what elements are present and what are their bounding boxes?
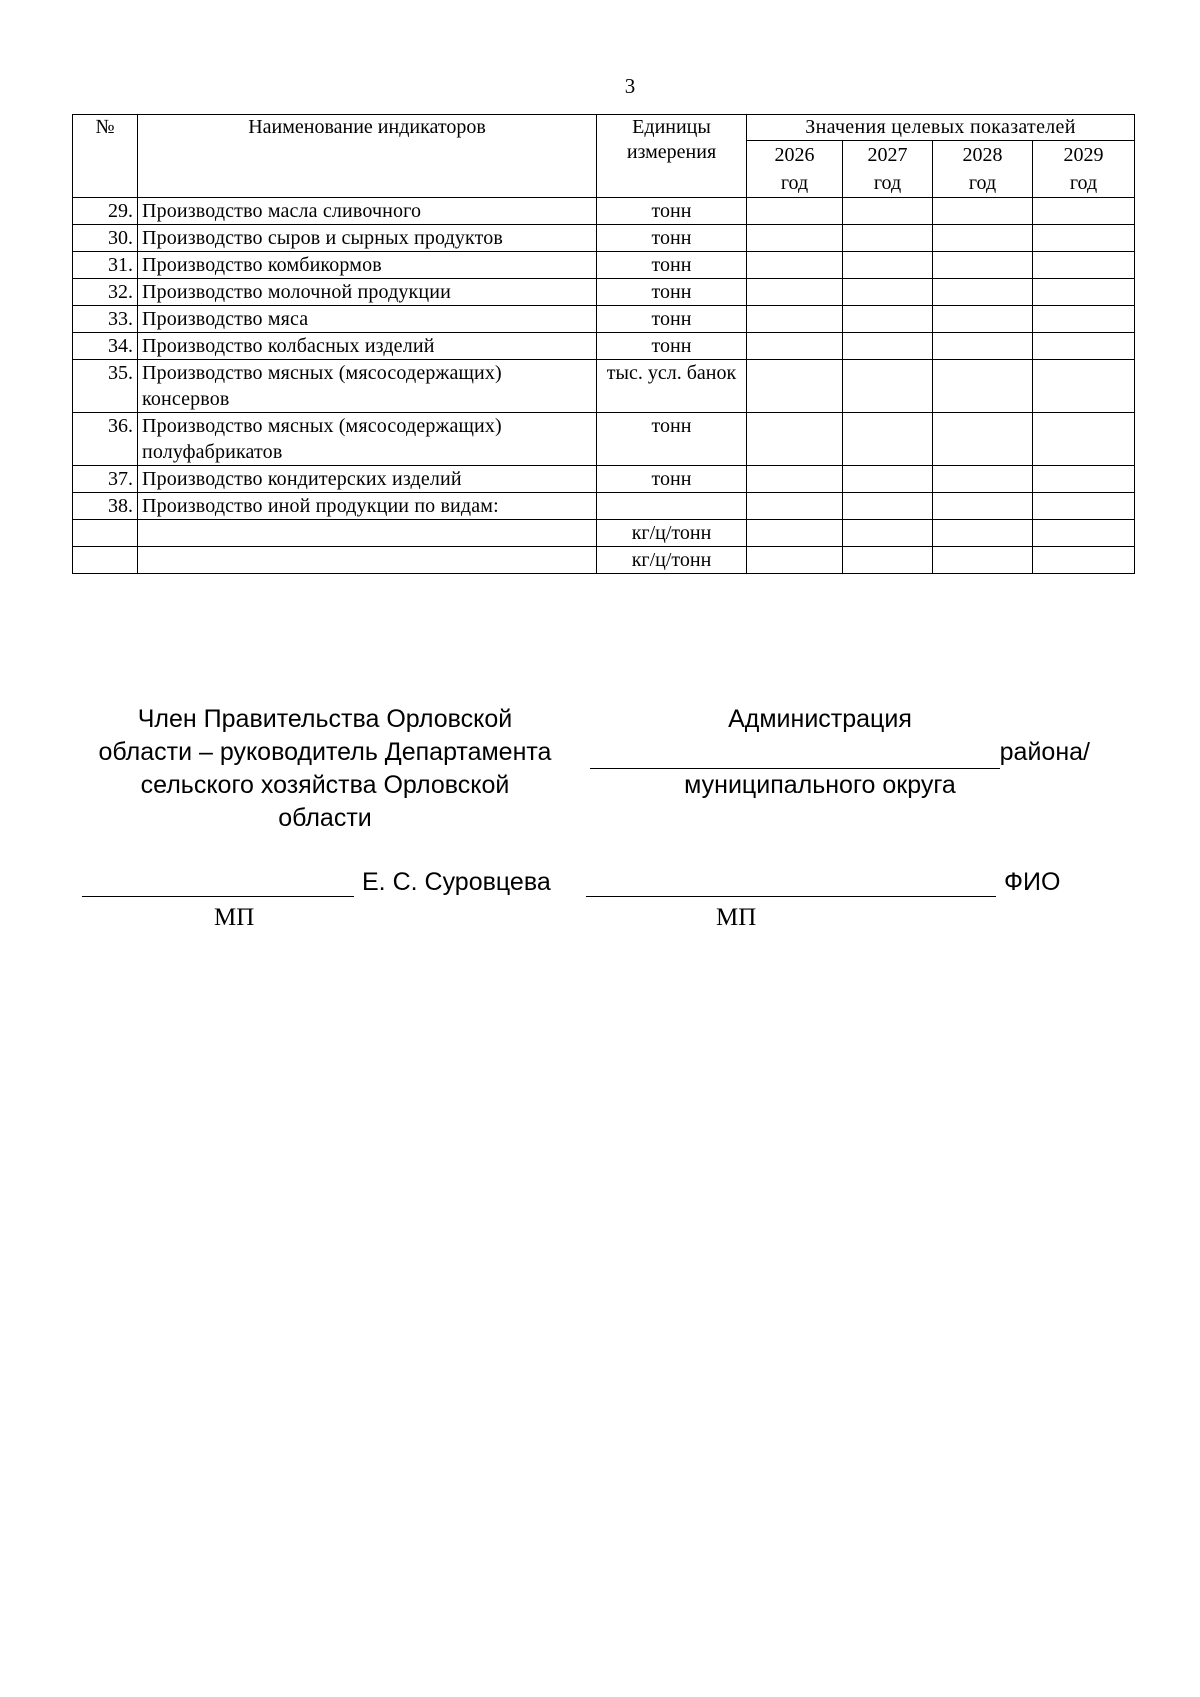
header-unit [597, 115, 747, 198]
stamp-place-right: МП [716, 904, 757, 931]
row-name: Производство кондитерских изделий [138, 466, 597, 493]
row-name: Производство мяса [138, 306, 597, 333]
value-cell[interactable] [747, 306, 843, 333]
row-num: 30. [73, 225, 138, 252]
row-unit: тонн [597, 333, 747, 360]
value-cell[interactable] [933, 547, 1033, 574]
table-row [73, 333, 1135, 360]
value-cell[interactable] [1033, 333, 1135, 360]
value-cell[interactable] [933, 466, 1033, 493]
row-name: Производство колбасных изделий [138, 333, 597, 360]
value-cell[interactable] [1033, 466, 1135, 493]
value-cell[interactable] [843, 225, 933, 252]
table-row [73, 547, 1135, 574]
value-cell[interactable] [747, 466, 843, 493]
row-unit: тонн [597, 198, 747, 225]
value-cell[interactable] [933, 198, 1033, 225]
value-cell[interactable] [747, 252, 843, 279]
row-name: Производство иной продукции по видам: [138, 493, 597, 520]
header-unit-line1: Единицы [632, 116, 711, 138]
value-cell[interactable] [843, 279, 933, 306]
row-name: Производство масла сливочного [138, 198, 597, 225]
signatory-right-title [590, 703, 1090, 802]
value-cell[interactable] [747, 225, 843, 252]
signature-left-blank[interactable] [82, 870, 354, 897]
header-year-2026 [747, 141, 843, 198]
value-cell[interactable] [933, 306, 1033, 333]
table-row [73, 279, 1135, 306]
row-unit [597, 493, 747, 520]
signature-left [82, 868, 582, 897]
value-cell[interactable] [747, 547, 843, 574]
row-unit: тонн [597, 466, 747, 493]
row-num: 34. [73, 333, 138, 360]
header-num: № [73, 115, 138, 198]
header-name: Наименование индикаторов [138, 115, 597, 198]
table-row [73, 198, 1135, 225]
value-cell[interactable] [747, 360, 843, 413]
row-num: 33. [73, 306, 138, 333]
signature-right [586, 868, 1106, 897]
district-name-blank[interactable] [590, 742, 1000, 769]
row-unit: кг/ц/тонн [597, 520, 747, 547]
row-unit: тонн [597, 252, 747, 279]
value-cell[interactable] [843, 333, 933, 360]
row-name[interactable] [138, 520, 597, 547]
row-num: 31. [73, 252, 138, 279]
value-cell[interactable] [747, 413, 843, 466]
value-cell[interactable] [1033, 198, 1135, 225]
year-label: 2026 [774, 144, 815, 166]
year-label: 2028 [962, 144, 1003, 166]
header-year-2027 [843, 141, 933, 198]
value-cell[interactable] [1033, 306, 1135, 333]
table-row [73, 252, 1135, 279]
value-cell[interactable] [933, 252, 1033, 279]
value-cell[interactable] [1033, 413, 1135, 466]
row-name: Производство молочной продукции [138, 279, 597, 306]
header-target-values: Значения целевых показателей [747, 115, 1135, 141]
table-row [73, 493, 1135, 520]
table-row [73, 225, 1135, 252]
value-cell[interactable] [747, 493, 843, 520]
year-suffix: год [780, 172, 809, 194]
table-row [73, 360, 1135, 413]
value-cell[interactable] [1033, 493, 1135, 520]
table-row [73, 413, 1135, 466]
signatory-left-title [80, 703, 570, 835]
value-cell[interactable] [933, 225, 1033, 252]
signatory-left-title-line: области [278, 804, 372, 832]
row-num [73, 520, 138, 547]
row-num: 29. [73, 198, 138, 225]
row-name: Производство комбикормов [138, 252, 597, 279]
header-unit-line2: измерения [626, 141, 717, 163]
page-number: 3 [624, 74, 636, 98]
year-suffix: год [873, 172, 902, 194]
value-cell[interactable] [843, 547, 933, 574]
value-cell[interactable] [933, 493, 1033, 520]
signatory-right-title-line2 [590, 736, 1090, 769]
value-cell[interactable] [933, 520, 1033, 547]
year-suffix: год [1069, 172, 1098, 194]
signatory-left-title-line: Член Правительства Орловской [137, 705, 513, 733]
value-cell[interactable] [1033, 547, 1135, 574]
year-label: 2027 [867, 144, 908, 166]
signatory-left-title-line: области – руководитель Департамента [98, 738, 552, 766]
row-unit: кг/ц/тонн [597, 547, 747, 574]
value-cell[interactable] [747, 279, 843, 306]
signatory-right-title-line1: Администрация [728, 705, 912, 733]
value-cell[interactable] [1033, 279, 1135, 306]
value-cell[interactable] [843, 360, 933, 413]
row-unit: тонн [597, 279, 747, 306]
year-label: 2029 [1063, 144, 1104, 166]
row-num: 35. [73, 360, 138, 413]
table-row [73, 520, 1135, 547]
row-unit: тонн [597, 225, 747, 252]
header-year-2028 [933, 141, 1033, 198]
value-cell[interactable] [843, 520, 933, 547]
year-suffix: год [968, 172, 997, 194]
value-cell[interactable] [843, 198, 933, 225]
value-cell[interactable] [843, 466, 933, 493]
stamp-place-left: МП [214, 904, 255, 931]
row-name: Производство мясных (мясосодержащих) консервов [138, 360, 597, 413]
row-num: 38. [73, 493, 138, 520]
signatory-left-title-line: сельского хозяйства Орловской [140, 771, 510, 799]
value-cell[interactable] [1033, 252, 1135, 279]
signature-left-name: Е. С. Суровцева [362, 868, 551, 896]
table-row [73, 466, 1135, 493]
value-cell[interactable] [933, 333, 1033, 360]
signature-right-name: ФИО [1004, 868, 1061, 896]
row-unit: тонн [597, 413, 747, 466]
value-cell[interactable] [1033, 360, 1135, 413]
row-num: 32. [73, 279, 138, 306]
value-cell[interactable] [843, 252, 933, 279]
value-cell[interactable] [933, 413, 1033, 466]
value-cell[interactable] [1033, 225, 1135, 252]
value-cell[interactable] [933, 279, 1033, 306]
row-num: 36. [73, 413, 138, 466]
row-unit: тыс. усл. банок [597, 360, 747, 413]
value-cell[interactable] [747, 333, 843, 360]
value-cell[interactable] [843, 306, 933, 333]
row-name[interactable] [138, 547, 597, 574]
value-cell[interactable] [933, 360, 1033, 413]
row-unit: тонн [597, 306, 747, 333]
signature-right-blank[interactable] [586, 870, 996, 897]
value-cell[interactable] [1033, 520, 1135, 547]
value-cell[interactable] [843, 493, 933, 520]
row-num [73, 547, 138, 574]
table-row [73, 306, 1135, 333]
value-cell[interactable] [747, 520, 843, 547]
row-name: Производство мясных (мясосодержащих) полуфабрикатов [138, 413, 597, 466]
header-year-2029 [1033, 141, 1135, 198]
value-cell[interactable] [843, 413, 933, 466]
indicators-table [72, 114, 1135, 574]
district-suffix: района/ [999, 738, 1090, 766]
row-name: Производство сыров и сырных продуктов [138, 225, 597, 252]
row-num: 37. [73, 466, 138, 493]
value-cell[interactable] [747, 198, 843, 225]
signatory-right-title-line3: муниципального округа [684, 771, 956, 799]
